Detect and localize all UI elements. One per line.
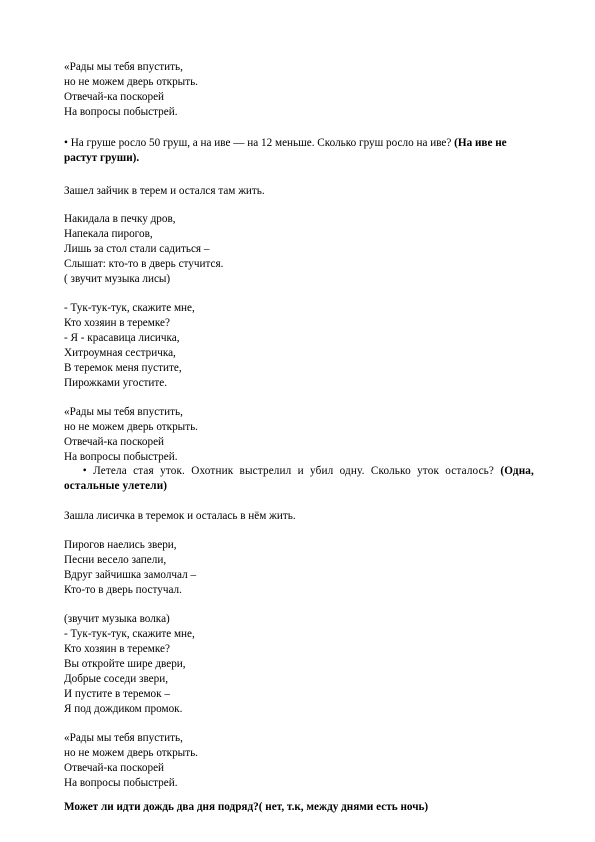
riddle-paragraph xyxy=(64,464,534,494)
riddle-answer: (Одна, остальные улетели) xyxy=(64,465,534,492)
verse-line: - Тук-тук-тук, скажите мне, xyxy=(64,302,195,314)
verse-line: На вопросы побыстрей. xyxy=(64,106,178,118)
riddle-paragraph xyxy=(64,801,428,814)
verse-line: Пирогов наелись звери, xyxy=(64,539,177,551)
verse-line: Кто хозяин в теремке? xyxy=(64,643,170,655)
verse-line: Напекала пирогов, xyxy=(64,228,153,240)
bullet: • xyxy=(64,137,68,149)
verse-line: Пирожками угостите. xyxy=(64,377,168,389)
narration: Зашел зайчик в терем и остался там жить. xyxy=(64,185,265,197)
verse-line: но не можем дверь открыть. xyxy=(64,76,198,88)
riddle-text: Может ли идти дождь два дня подряд? xyxy=(64,801,259,813)
verse-line: «Рады мы тебя впустить, xyxy=(64,61,183,73)
verse-line: Добрые соседи звери, xyxy=(64,673,169,685)
verse-line: Кто-то в дверь постучал. xyxy=(64,584,182,596)
verse-line: но не можем дверь открыть. xyxy=(64,421,198,433)
verse-line: Отвечай-ка поскорей xyxy=(64,762,165,774)
narration: Зашла лисичка в теремок и осталась в нём жить. xyxy=(64,510,296,522)
verse-line: Вы откройте шире двери, xyxy=(64,658,186,670)
verse-line: но не можем дверь открыть. xyxy=(64,747,198,759)
verse-line: Хитроумная сестричка, xyxy=(64,347,176,359)
verse-line: Слышат: кто-то в дверь стучится. xyxy=(64,258,224,270)
verse-line: Я под дождиком промок. xyxy=(64,703,183,715)
verse-line: Отвечай-ка поскорей xyxy=(64,436,165,448)
verse-line: «Рады мы тебя впустить, xyxy=(64,732,183,744)
verse-line: - Тук-тук-тук, скажите мне, xyxy=(64,628,195,640)
music-note: (звучит музыка волка) xyxy=(64,613,170,625)
verse-line: - Я - красавица лисичка, xyxy=(64,332,180,344)
verse-line: На вопросы побыстрей. xyxy=(64,777,178,789)
riddle-text: На груше росло 50 груш, а на иве — на 12 меньше. Сколько груш росло на иве? xyxy=(67,137,455,149)
verse-line: «Рады мы тебя впустить, xyxy=(64,406,183,418)
verse-line: На вопросы побыстрей. xyxy=(64,451,178,463)
riddle-answer: ( нет, т.к, между днями есть ночь) xyxy=(258,801,429,813)
riddle-paragraph xyxy=(64,136,534,166)
verse-line: Кто хозяин в теремке? xyxy=(64,317,170,329)
verse-line: Отвечай-ка поскорей xyxy=(64,91,165,103)
verse-line: Вдруг зайчишка замолчал – xyxy=(64,569,197,581)
verse-line: Песни весело запели, xyxy=(64,554,167,566)
verse-line: В теремок меня пустите, xyxy=(64,362,182,374)
verse-line: Лишь за стол стали садиться – xyxy=(64,243,210,255)
verse-line: И пустите в теремок – xyxy=(64,688,170,700)
bullet: • xyxy=(82,465,87,477)
verse-line: Накидала в печку дров, xyxy=(64,213,176,225)
riddle-answer: (На иве не растут груши). xyxy=(64,137,507,164)
riddle-text: Летела стая уток. Охотник выстрелил и убил одну. Сколько уток осталось? xyxy=(86,465,501,477)
music-note: ( звучит музыка лисы) xyxy=(64,273,171,285)
